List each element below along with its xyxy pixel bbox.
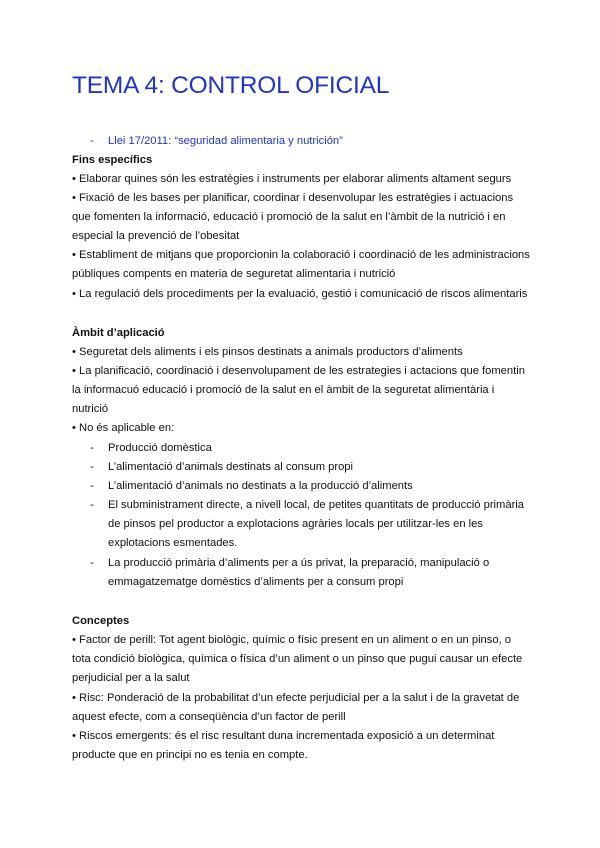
ambit-line: • No és aplicable en: (72, 422, 175, 434)
ambit-line: • La planificació, coordinació i desenvolupament de les estrategies i actacions que fomentin (72, 365, 525, 377)
page-title: TEMA 4: CONTROL OFICIAL (72, 72, 390, 99)
sub-item: El subministrament directe, a nivell local, de petites quantitats de producció primària (108, 499, 525, 511)
sub-item: L’alimentació d’animals no destinats a la producció d’aliments (108, 480, 413, 492)
fins-line: • La regulació dels procediments per la evaluació, gestió i comunicació de riscos alimentaris (72, 288, 528, 300)
fins-line: • Establiment de mitjans que proporcionin la colaboració i coordinació de les administracions (72, 249, 530, 261)
law-reference: Llei 17/2011: “seguridad alimentaria y nutrición” (108, 135, 343, 147)
conceptes-line: • Riscos emergents: és el risc resultant duna incrementada exposició a un determinat (72, 730, 495, 742)
conceptes-heading: Conceptes (72, 615, 130, 627)
ambit-line: nutrició (72, 403, 109, 415)
conceptes-line: tota condició biològica, química o física d’un aliment o un pinso que pugui causar un efecte (72, 653, 523, 665)
list-dash: - (90, 480, 94, 492)
fins-line: • Elaborar quines són les estratègies i instruments per elaborar aliments altament segurs (72, 173, 512, 185)
sub-item: L’alimentació d’animals destinats al consum propi (108, 461, 354, 473)
conceptes-line: producte que en principi no es tenia en compte. (72, 749, 308, 761)
conceptes-line: perjudicial per a la salut (72, 672, 190, 684)
list-dash: - (90, 461, 94, 473)
conceptes-line: • Factor de perill: Tot agent biològic, químic o físic present en un aliment o en un pinso, o (72, 634, 512, 646)
list-dash: - (90, 442, 94, 454)
fins-line: especial la prevenció de l’obesitat (72, 230, 240, 242)
sub-item: La producció primària d’aliments per a ús privat, la preparació, manipulació o (108, 557, 490, 569)
law-dash: - (90, 135, 94, 147)
sub-item-continuation: de pinsos pel productor a explotacions agràries locals per utilitzar-les en les (108, 518, 483, 530)
ambit-line: la informacuó educació i promoció de la salut en el àmbit de la seguretat alimentària i (72, 384, 495, 396)
sub-item-continuation: emmagatzematge domèstics d’aliments per a consum propi (108, 576, 404, 588)
fins-line: • Fixació de les bases per planificar, coordinar i desenvolupar les estratègies i actuacions (72, 192, 514, 204)
ambit-heading: Àmbit d’aplicació (72, 327, 165, 339)
fins-line: que fomenten la informació, educació i promoció de la salut en l’àmbit de la nutrició i en (72, 211, 506, 223)
list-dash: - (90, 557, 94, 569)
conceptes-line: • Risc: Ponderació de la probabilitat d’un efecte perjudicial per a la salut i de la gravetat de (72, 692, 520, 704)
sub-item-continuation: explotacions esmentades. (108, 537, 238, 549)
sub-item: Producció domèstica (108, 442, 212, 454)
list-dash: - (90, 499, 94, 511)
conceptes-line: aquest efecte, com a conseqüència d’un factor de perill (72, 711, 346, 723)
fins-heading: Fins específics (72, 154, 153, 166)
fins-line: públiques compents en materia de seguretat alimentaria i nutrició (72, 268, 396, 280)
ambit-line: • Seguretat dels aliments i els pinsos destinats a animals productors d’aliments (72, 346, 463, 358)
